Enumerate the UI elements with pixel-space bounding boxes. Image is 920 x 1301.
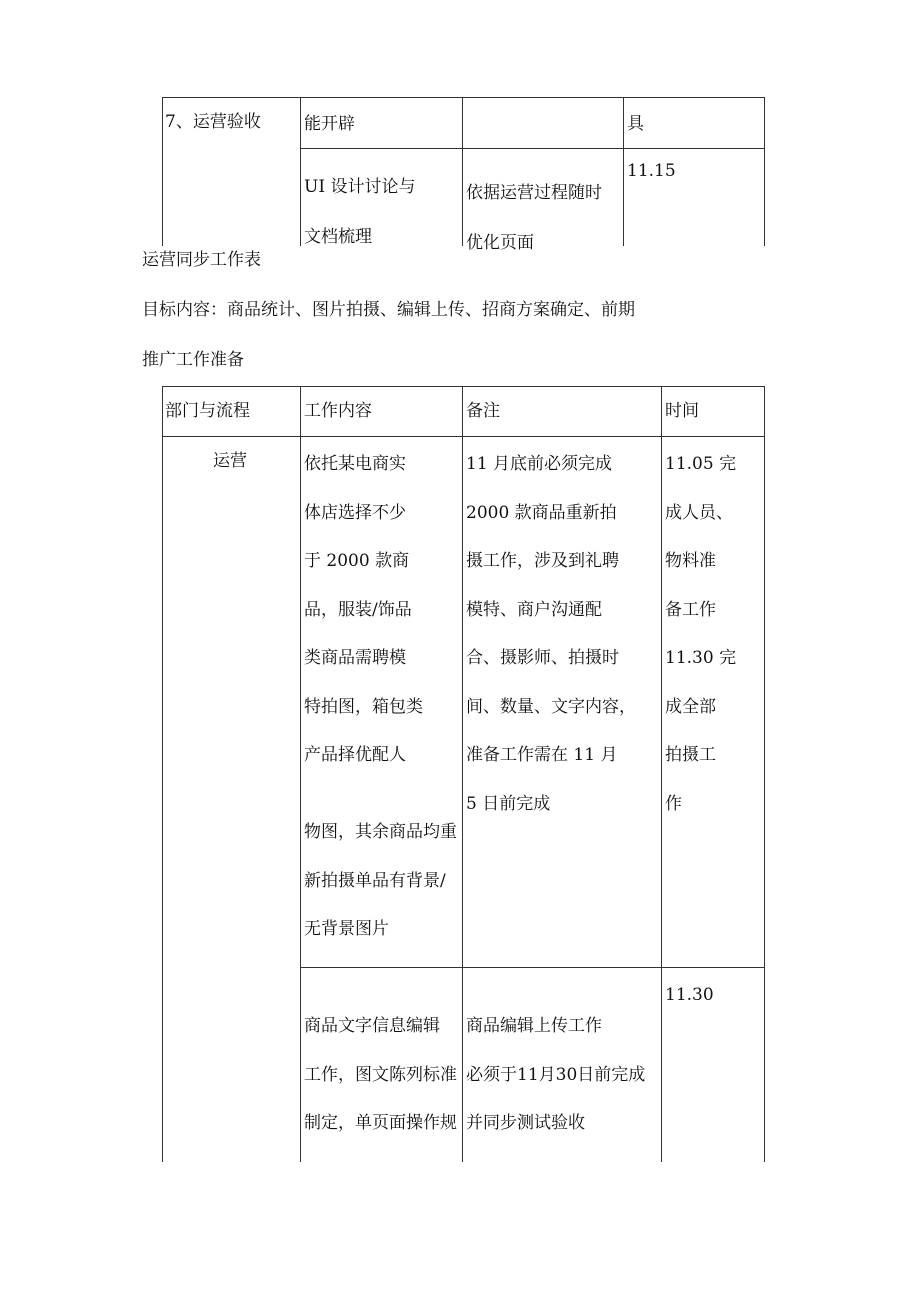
row2-content-line: 工作，图文陈列标准 <box>304 1064 457 1085</box>
main-table-col-divider-2 <box>462 386 463 1162</box>
top-table-row-divider <box>300 148 764 149</box>
row1-content-line: 依托某电商实 <box>304 454 406 474</box>
row1-content-a <box>304 440 423 780</box>
main-table-border-right <box>764 386 765 1162</box>
header-content: 工作内容 <box>304 401 372 421</box>
row2-time: 11.30 <box>665 985 714 1005</box>
row1-time-line: 拍摄工 <box>665 745 716 765</box>
row1-content-b <box>304 808 457 954</box>
section-title: 运营同步工作表 <box>142 250 261 270</box>
main-table-col-divider-3 <box>661 386 662 1162</box>
row1-time-line: 11.05 完 <box>665 454 737 474</box>
row1-content-line: 无背景图片 <box>304 919 389 939</box>
top-row2-note <box>466 168 602 268</box>
row1-content-line: 体店选择不少 <box>304 502 406 523</box>
row1-content-line: 新拍摄单品有背景/ <box>304 870 446 891</box>
row1-time-line: 成全部 <box>665 696 716 717</box>
top-row2-note-line: 依据运营过程随时 <box>466 183 602 203</box>
row1-content-line: 品，服装/饰品 <box>304 599 412 620</box>
row1-time-line: 成人员、 <box>665 502 733 523</box>
main-table-col-divider-1 <box>300 386 301 1162</box>
row1-time-line: 备工作 <box>665 599 716 620</box>
row1-note-line: 准备工作需在 11 月 <box>466 745 618 765</box>
row1-note-line: 5 日前完成 <box>466 793 551 814</box>
goal-line-1: 目标内容：商品统计、图片拍摄、编辑上传、招商方案确定、前期 <box>142 300 635 320</box>
header-time: 时间 <box>665 401 699 421</box>
top-row1-step: 7、运营验收 <box>165 112 261 132</box>
row1-note-line: 模特、商户沟通配 <box>466 599 602 620</box>
row2-note <box>466 1002 645 1148</box>
top-table-col-divider-3 <box>623 97 624 246</box>
row2-content-line: 制定，单页面操作规 <box>304 1113 457 1133</box>
top-row1-time: 具 <box>627 114 644 134</box>
header-dept: 部门与流程 <box>165 401 250 421</box>
row1-content-line: 类商品需聘模 <box>304 648 406 668</box>
top-row2-content <box>304 162 415 262</box>
row2-content-line: 商品文字信息编辑 <box>304 1016 440 1036</box>
row2-note-line: 必须于11月30日前完成 <box>466 1064 646 1085</box>
row1-note-line: 摄工作，涉及到礼聘 <box>466 551 619 571</box>
goal-line-2: 推广工作准备 <box>142 350 244 370</box>
row1-time-line: 作 <box>665 793 682 814</box>
top-row1-content: 能开辟 <box>304 114 355 134</box>
top-row2-content-line: UI 设计讨论与 <box>304 177 416 197</box>
top-table-border-top <box>162 97 764 98</box>
row1-note-line: 11 月底前必须完成 <box>466 454 613 474</box>
main-table-header-divider <box>162 436 764 437</box>
row1-note-line: 间、数量、文字内容， <box>466 696 636 717</box>
top-row2-time: 11.15 <box>627 161 676 181</box>
row1-time-line: 11.30 完 <box>665 648 737 668</box>
header-note: 备注 <box>466 401 500 421</box>
row1-content-line: 物图，其余商品均重 <box>304 822 457 842</box>
main-table-row-divider <box>300 967 764 968</box>
row1-content-line: 于 2000 款商 <box>304 551 410 571</box>
top-table-col-divider-2 <box>462 97 463 246</box>
main-table-border-left <box>162 386 163 1162</box>
row2-note-line: 并同步测试验收 <box>466 1113 585 1133</box>
row2-note-line: 商品编辑上传工作 <box>466 1016 602 1036</box>
row1-time <box>665 440 736 828</box>
top-row2-note-line: 优化页面 <box>466 233 534 253</box>
top-table-col-divider-1 <box>300 97 301 246</box>
row1-time-line: 物料准 <box>665 551 716 571</box>
top-table-border-left <box>162 97 163 246</box>
row2-content <box>304 1002 457 1148</box>
row1-note-line: 2000 款商品重新拍 <box>466 502 617 523</box>
main-table-border-top <box>162 386 764 387</box>
row1-dept: 运营 <box>213 451 247 471</box>
top-table-border-right <box>764 97 765 246</box>
top-row2-content-line: 文档梳理 <box>304 227 372 247</box>
row1-content-line: 产品择优配人 <box>304 745 406 765</box>
row1-content-line: 特拍图，箱包类 <box>304 696 423 717</box>
row1-note-line: 合、摄影师、拍摄时 <box>466 648 619 668</box>
row1-note <box>466 440 636 828</box>
